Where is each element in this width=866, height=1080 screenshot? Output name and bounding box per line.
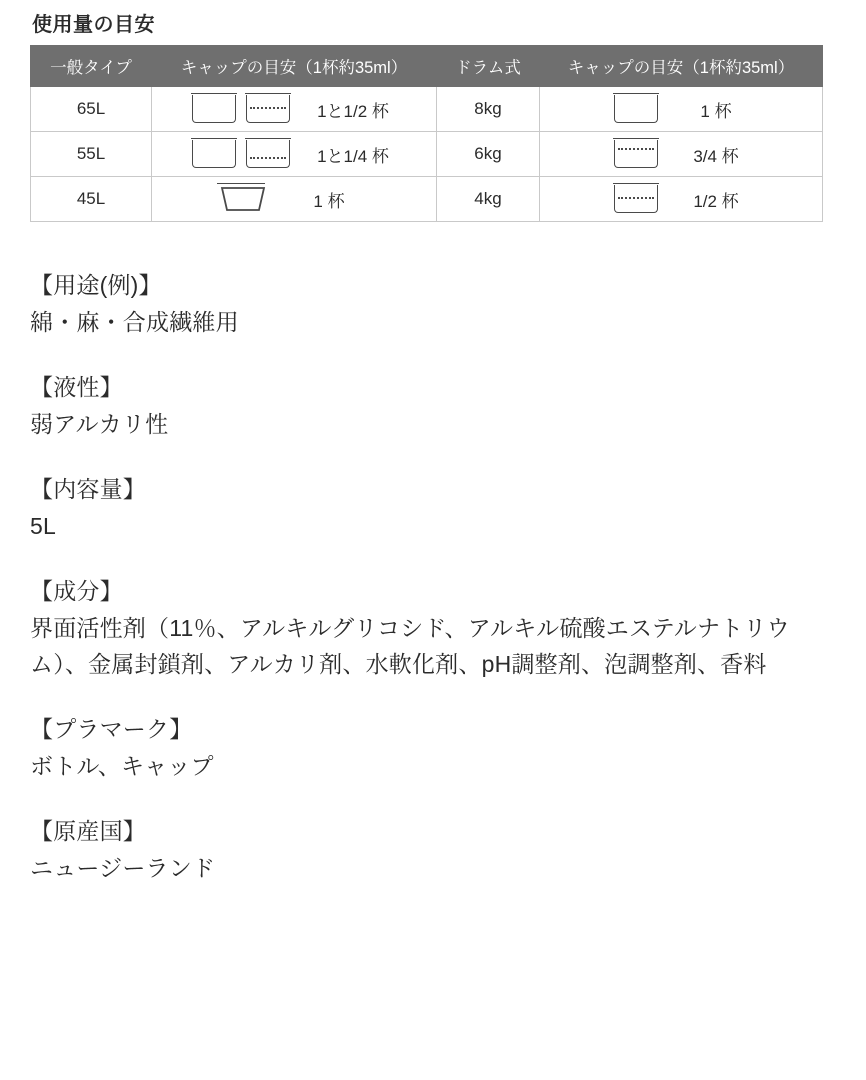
spec-heading: 【成分】 [30,578,123,605]
spec-ingredients [30,574,836,682]
measuring-cup-icon [192,140,236,168]
drum-size: 8kg [437,87,540,132]
spec-heading: 【プラマーク】 [30,716,193,743]
spec-plastic-mark [30,712,836,784]
drum-cap-label: 3/4 杯 [693,146,739,166]
table-row [31,132,823,177]
spec-body: ボトル、キャップ [30,752,214,779]
drum-cap-cell [540,177,823,222]
general-cap-label: 1と1/2 杯 [317,101,389,121]
spec-body: 弱アルカリ性 [30,410,169,437]
cup-icon-group [606,185,666,213]
general-size: 55L [31,132,152,177]
spec-heading: 【液性】 [30,374,123,401]
col-general-cap: キャップの目安（1杯約35ml） [152,46,437,87]
spec-body: 綿・麻・合成繊維用 [30,308,239,335]
col-drum-cap: キャップの目安（1杯約35ml） [540,46,823,87]
drum-size: 4kg [437,177,540,222]
usage-table-head [31,46,823,87]
measuring-cup-icon [192,95,236,123]
measuring-cup-three-quarter-icon [614,140,658,168]
general-cap-cell [152,177,437,222]
usage-section [0,0,866,222]
col-drum-type: ドラム式 [437,46,540,87]
usage-title: 使用量の目安 [32,14,155,36]
measuring-cup-half-icon [614,185,658,213]
general-size: 65L [31,87,152,132]
measuring-cup-quarter-icon [246,140,290,168]
spec-body: ニュージーランド [30,854,216,881]
table-row [31,87,823,132]
spec-heading: 【内容量】 [30,476,146,503]
drum-size: 6kg [437,132,540,177]
col-general-type: 一般タイプ [31,46,152,87]
drum-cap-cell [540,87,823,132]
general-cap-label: 1 杯 [313,191,345,211]
measuring-cup-icon [614,95,658,123]
spec-list [0,222,866,916]
general-cap-label: 1と1/4 杯 [317,146,389,166]
cup-icon-group [606,140,666,168]
cup-icon-group [187,95,295,123]
spec-usage [30,268,836,340]
spec-heading: 【用途(例)】 [30,272,162,298]
drum-cap-label: 1 杯 [700,101,732,121]
spec-heading: 【原産国】 [30,818,146,845]
measuring-cup-icon [219,185,263,213]
usage-table-body [31,87,823,222]
measuring-cup-half-icon [246,95,290,123]
drum-cap-label: 1/2 杯 [693,191,739,211]
usage-table-header-row [31,46,823,87]
drum-cap-cell [540,132,823,177]
spec-country-of-origin [30,814,836,886]
spec-body: 5L [30,512,56,539]
general-cap-cell [152,132,437,177]
spec-liquidity [30,370,836,442]
cup-icon-group [187,140,295,168]
table-row [31,177,823,222]
cup-icon-group [211,185,271,213]
general-cap-cell [152,87,437,132]
general-size: 45L [31,177,152,222]
spec-volume [30,472,836,544]
spec-body: 界面活性剤（11％、アルキルグリコシド、アルキル硫酸エステルナトリウム）、金属封鎖剤、アルカリ剤、水軟化剤、pH調整剤、泡調整剤、香料 [30,614,790,677]
usage-table [30,45,823,222]
cup-icon-group [606,95,666,123]
